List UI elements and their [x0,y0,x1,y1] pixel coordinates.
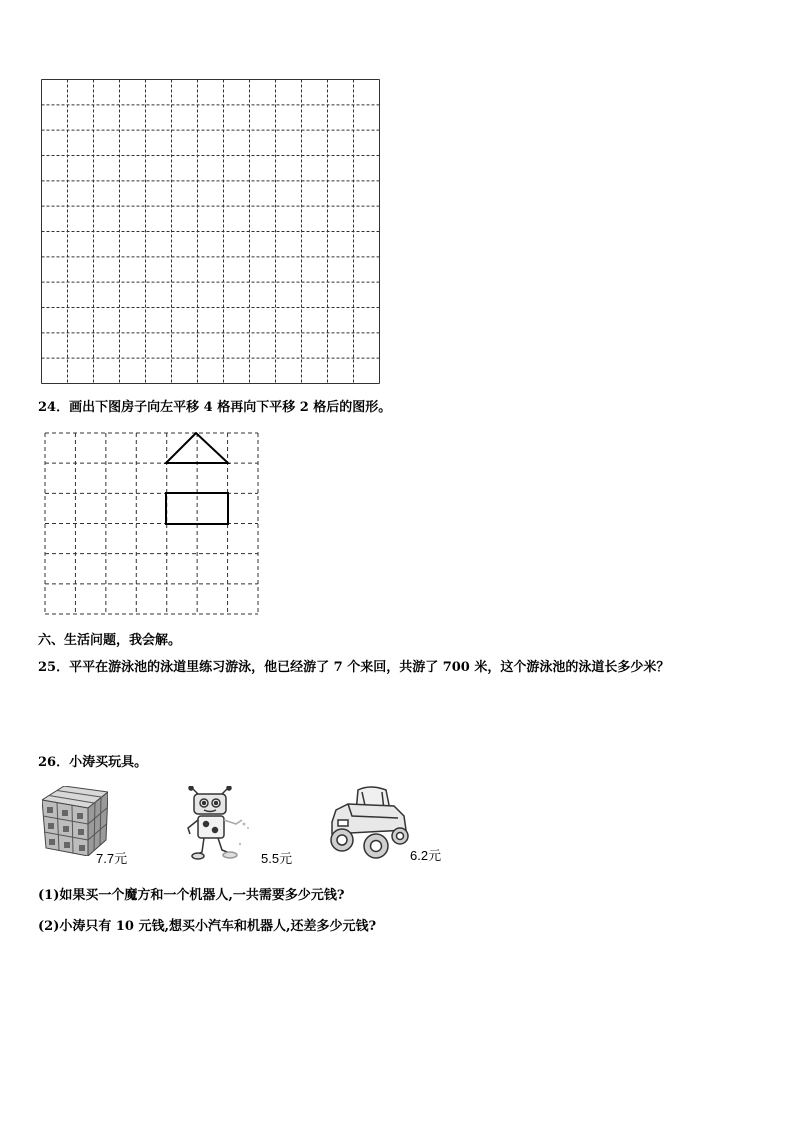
robot-icon [184,786,264,862]
question-text: 平平在游泳池的泳道里练习游泳，他已经游了 7 个来回，共游了 700 米，这个游泳池的泳道长多少米？ [69,660,670,675]
robot-price: 5.5元 [261,851,293,866]
question-26 [38,751,147,770]
question-number: 26． [38,755,70,770]
question-25 [38,656,669,675]
question-text: 画出下图房子向左平移 4 格再向下平移 2 格后的图形。 [69,400,392,415]
question-26-part-2: (2)小涛只有 10 元钱,想买小汽车和机器人,还差多少元钱? [38,919,377,934]
top-grid [40,78,382,386]
question-text: 小涛买玩具。 [69,755,148,770]
question-26-part-1: (1)如果买一个魔方和一个机器人,一共需要多少元钱? [38,888,345,903]
question-number: 25． [38,660,70,675]
house-grid [44,432,260,616]
question-number: 24． [38,400,70,415]
rubiks-cube-icon [42,786,108,856]
toy-car-price: 6.2元 [410,848,442,863]
rubiks-cube-price: 7.7元 [96,851,128,866]
section-6-heading: 六、生活问题，我会解。 [38,633,182,648]
toy-car-icon [326,782,410,862]
question-24 [38,396,391,415]
